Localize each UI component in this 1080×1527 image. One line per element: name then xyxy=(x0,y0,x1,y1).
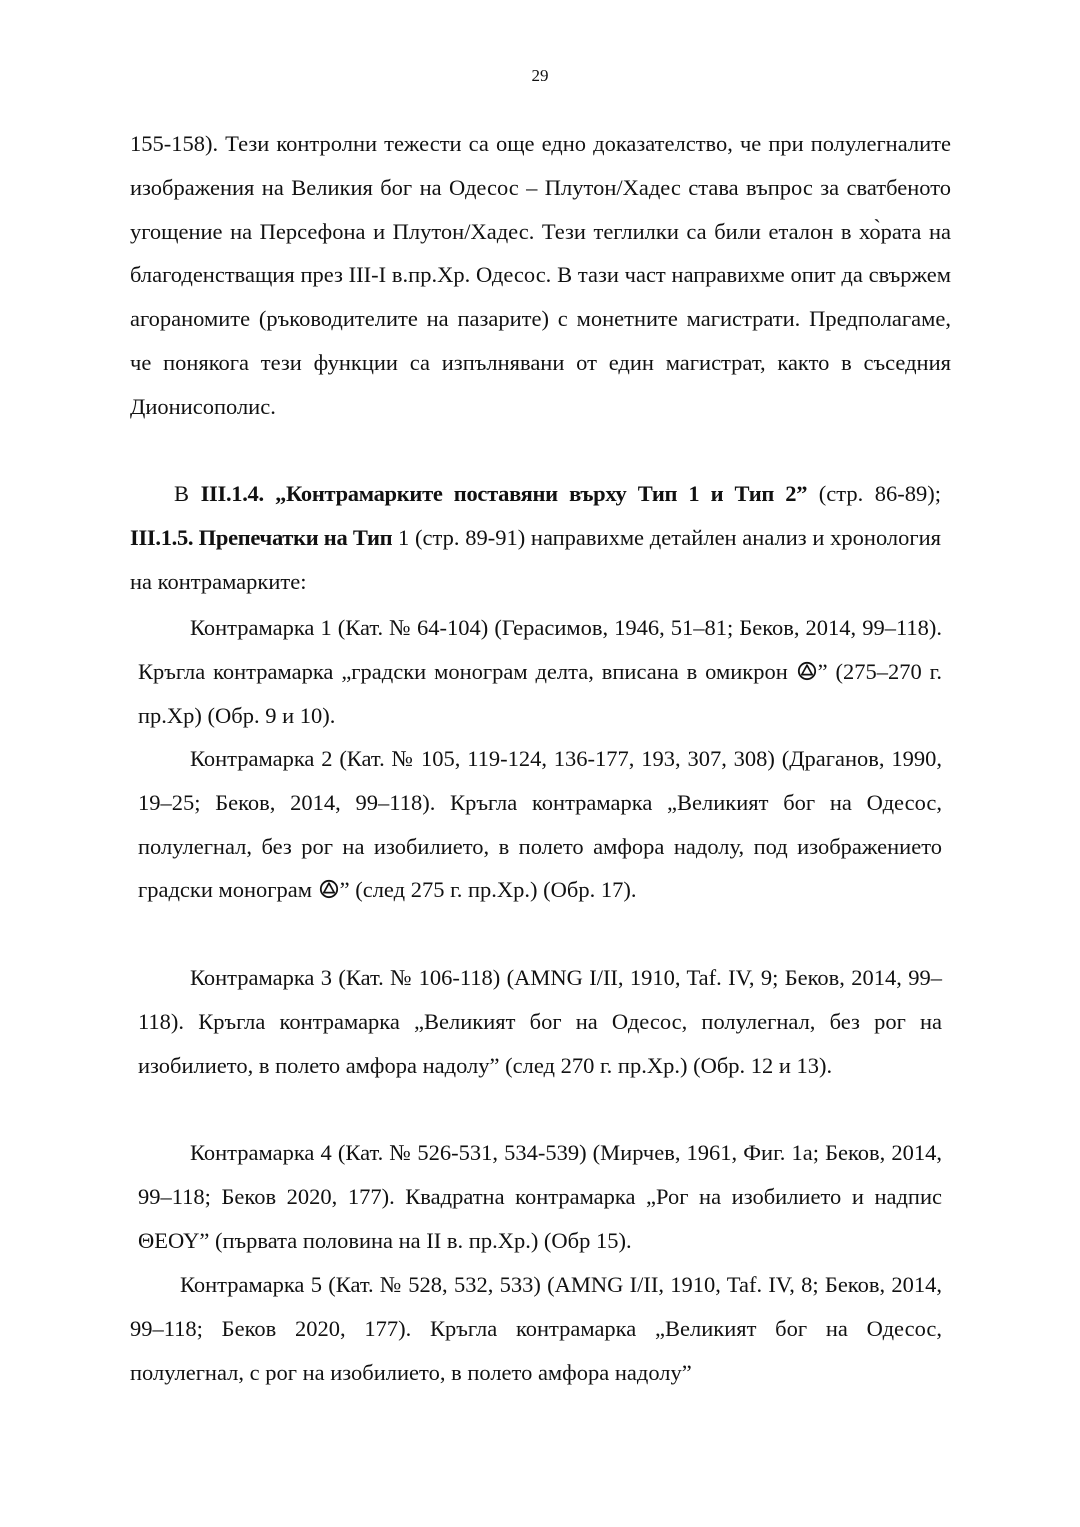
intro-rest: 1 (стр. 89-91) направихме детайлен анализ и хронология на контрамарките: xyxy=(130,524,941,594)
countermark-2-date: ” (след 275 г. пр.Хр.) (Обр. 17). xyxy=(339,877,637,903)
delta-in-omicron-monogram-icon xyxy=(797,661,817,681)
countermark-2-text: Контрамарка 2 (Кат. № 105, 119-124, 136-177, 193, 307, 308) (Драганов, 1990, 19–25; Беков, 2014, 99–118). Кръгла контрамарка „Великият бог на Одесос, полулегнал, без рог на изобилието, в полето амфора надолу, под изображението градски монограм xyxy=(138,746,942,903)
paragraph-countermarks-intro xyxy=(130,472,941,603)
section-title-3-1-4: III.1.4. „Контрамарките поставяни върху Тип 1 и Тип 2” xyxy=(200,481,808,506)
section-title-3-1-5: III.1.5. Препечатки на Тип xyxy=(130,524,393,550)
paragraph-plouton-hades: 155-158). Тези контролни тежести са още едно доказателство, че при полулегналите изображения на Великия бог на Одесос – Плутон/Хадес става въпрос за сватбеното угощение на Персефона и Плутон/Хадес. Тези теглилки са били еталон в хо̀рата на благоденстващия през III-I в.пр.Хр. Одесос. В тази част направихме опит да свържем агораномите (ръководителите на пазарите) с монетните магистрати. Предполагаме, че понякога тези функции са изпълнявани от един магистрат, както в съседния Дионисополис. xyxy=(130,131,951,419)
countermark-5: Контрамарка 5 (Кат. № 528, 532, 533) (AMNG I/II, 1910, Taf. IV, 8; Беков, 2014, 99–118; Беков 2020, 177). Кръгла контрамарка „Великият бог на Одесос, полулегнал, с рог на изобилието, в полето амфора надолу” xyxy=(130,1272,942,1385)
countermark-1-date: ” (275–270 г. пр.Хр) (Обр. 9 и 10). xyxy=(138,658,942,728)
delta-in-omicron-monogram-icon xyxy=(319,879,339,899)
countermark-2 xyxy=(138,737,942,912)
countermark-4: Контрамарка 4 (Кат. № 526-531, 534-539) (Мирчев, 1961, Фиг. 1а; Беков, 2014, 99–118; Беков 2020, 177). Квадратна контрамарка „Рог на изобилието и надпис ΘΕΟΥ” (първата половина на II в. пр.Хр.) (Обр 15). xyxy=(138,1140,942,1253)
intro-pages-1: (стр. 86-89); xyxy=(807,481,941,506)
countermark-3: Контрамарка 3 (Кат. № 106-118) (AMNG I/II, 1910, Taf. IV, 9; Беков, 2014, 99–118). Кръгла контрамарка „Великият бог на Одесос, полулегнал, без рог на изобилието, в полето амфора надолу” (след 270 г. пр.Хр.) (Обр. 12 и 13). xyxy=(138,965,942,1078)
page-number: 29 xyxy=(531,66,549,85)
countermark-1 xyxy=(138,606,942,737)
countermark-1-text: Контрамарка 1 (Кат. № 64-104) (Герасимов, 1946, 51–81; Беков, 2014, 99–118). Кръгла контрамарка „градски монограм делта, вписана в омикрон xyxy=(138,615,942,684)
intro-lead: В xyxy=(174,481,201,506)
